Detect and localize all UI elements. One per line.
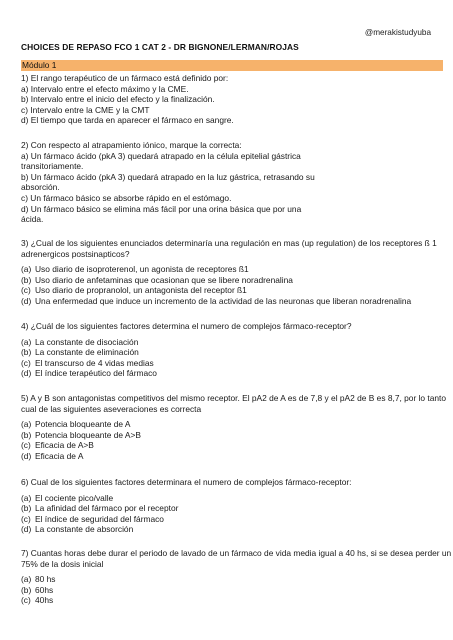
option [21,574,441,585]
option: b) Un fármaco ácido (pkA 3) quedará atrapado en la luz gástrica, retrasando su [21,171,315,182]
option-text: Una enfermedad que induce un incremento de la actividad de las neuronas que liberan noradrenalina [35,295,412,306]
question-prompt: 5) A y B son antagonistas competitivos del mismo receptor. El pA2 de A es de 7,8 y el pA2 de B es 8,7, por lo tanto [21,393,447,403]
option: d) Un fármaco básico se elimina más fácil por una orina básica que por una [21,203,302,214]
option-key: (d) [21,524,32,535]
option-text: Potencia bloqueante de A [35,419,131,430]
option-text: Potencia bloqueante de A>B [35,429,141,440]
option [21,595,441,606]
question-6 [21,477,441,535]
option-text: Uso diario de isoproterenol, un agonista de receptores ß1 [35,264,249,275]
option-continuation: transitoriamente. [21,161,84,172]
question-prompt: 2) Con respecto al atrapamiento iónico, marque la correcta: [21,140,242,150]
question-prompt-continuation: adrenergicos postsinapticos? [21,248,130,259]
document-title: CHOICES DE REPASO FCO 1 CAT 2 - DR BIGNONE/LERMAN/ROJAS [21,42,299,52]
option-text: La constante de disociación [35,336,139,347]
option [21,264,441,275]
option-key: (a) [21,419,32,430]
option [21,451,441,462]
question-4 [21,321,441,379]
option-key: (b) [21,274,32,285]
option-text: La constante de eliminación [35,347,139,358]
option-text: 60hs [35,584,54,595]
option [21,358,441,369]
option-text: 40hs [35,595,54,606]
option [21,347,441,358]
option-text: Eficacia de A [35,450,84,461]
option [21,368,441,379]
option-text: 80 hs [35,574,56,585]
option-key: (d) [21,450,32,461]
option: d) El tiempo que tarda en aparecer el fármaco en sangre. [21,115,234,126]
option: c) Intervalo entre la CME y la CMT [21,104,150,115]
option [21,514,441,525]
option: a) Intervalo entre el efecto máximo y la CME. [21,83,189,94]
option-text: El transcurso de 4 vidas medias [35,357,154,368]
option-key: (a) [21,492,32,503]
option-key: (c) [21,285,31,296]
question-prompt: 1) El rango terapéutico de un fármaco está definido por: [21,73,229,83]
option-text: La afinidad del fármaco por el receptor [35,503,179,514]
option [21,337,441,348]
option-key: (a) [21,336,32,347]
option [21,275,441,286]
question-prompt: 7) Cuantas horas debe durar el periodo de lavado de un fármaco de vida media igual a 40 hs, si se desea perder un [21,548,452,558]
option [21,524,441,535]
option-key: (c) [21,513,31,524]
option [21,585,441,596]
option-key: (a) [21,264,32,275]
question-prompt-continuation: 75% de la dosis inicial [21,558,104,569]
option-key: (c) [21,440,31,451]
question-prompt: 3) ¿Cual de los siguientes enunciados determinaría una regulación en mas (up regulation) de los receptores ß 1 [21,238,437,248]
option: a) Un fármaco ácido (pkA 3) quedará atrapado en la célula epitelial gástrica [21,150,301,161]
option [21,296,441,307]
option-text: La constante de absorción [35,524,134,535]
option-continuation: ácida. [21,214,44,225]
module-heading: Módulo 1 [21,60,443,71]
option [21,440,441,451]
option-text: Uso diario de anfetaminas que ocasionan que se libere noradrenalina [35,274,293,285]
option-key: (c) [21,357,31,368]
option-continuation: absorción. [21,182,60,193]
option [21,419,441,430]
question-prompt: 4) ¿Cuál de los siguientes factores determina el numero de complejos fármaco-receptor? [21,321,352,331]
option-text: El índice terapéutico del fármaco [35,368,157,379]
question-5 [21,393,447,462]
option-key: (d) [21,295,32,306]
question-3 [21,238,441,307]
question-2 [21,140,441,225]
option-key: (c) [21,595,31,606]
option [21,503,441,514]
option-key: (a) [21,574,32,585]
question-prompt-continuation: cual de las siguientes aseveraciones es correcta [21,403,202,414]
option-text: Uso diario de propranolol, un antagonista del receptor ß1 [35,285,247,296]
option-key: (b) [21,347,32,358]
question-7 [21,548,452,606]
option-key: (b) [21,429,32,440]
question-1 [21,73,441,126]
option-key: (d) [21,368,32,379]
option-key: (b) [21,503,32,514]
option [21,493,441,504]
option-text: Eficacia de A>B [35,440,94,451]
option-text: El índice de seguridad del fármaco [35,513,164,524]
option [21,430,441,441]
question-prompt: 6) Cual de los siguientes factores determinara el numero de complejos fármaco-receptor: [21,477,352,487]
option-key: (b) [21,584,32,595]
option: c) Un fármaco básico se absorbe rápido en el estómago. [21,192,232,203]
option: b) Intervalo entre el inicio del efecto y la finalización. [21,94,215,105]
option-text: El cociente pico/valle [35,492,114,503]
author-handle: @merakistudyuba [364,28,431,37]
option [21,285,441,296]
